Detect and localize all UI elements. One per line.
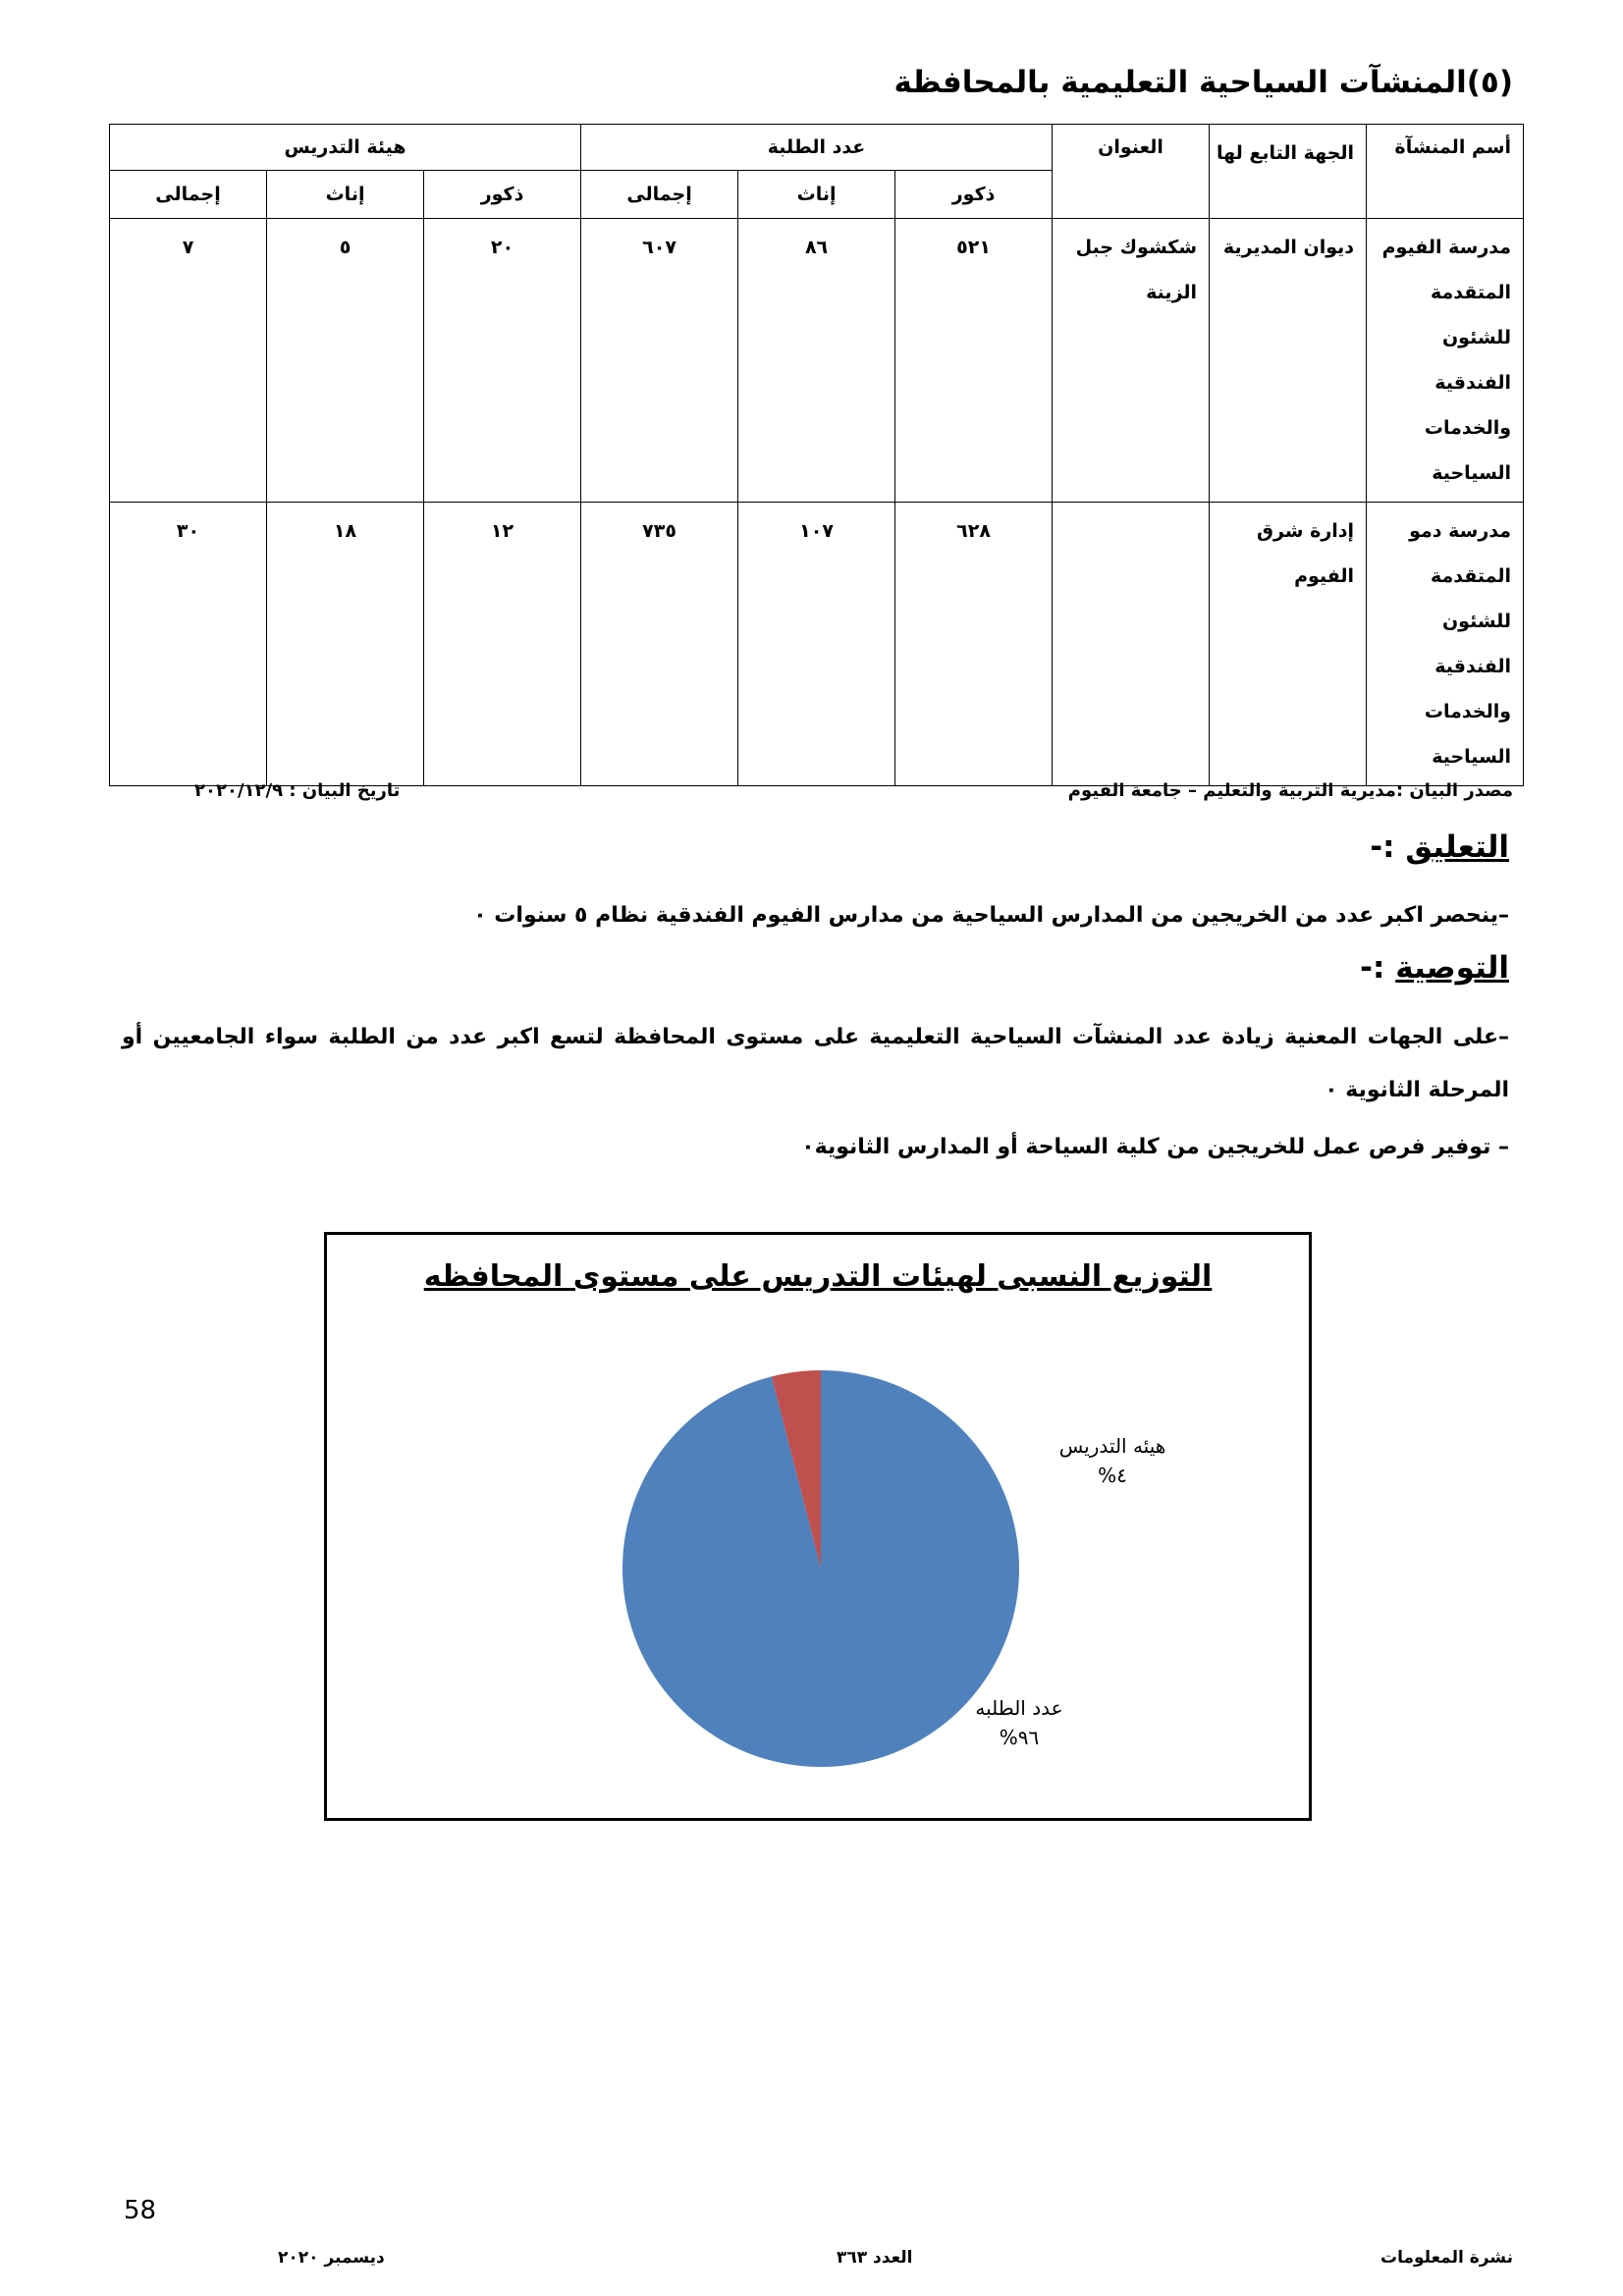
cell-address xyxy=(1053,503,1210,786)
header-students: عدد الطلبة xyxy=(581,125,1053,171)
comment-heading xyxy=(1370,829,1509,865)
subheader-staff-female: إناث xyxy=(267,171,424,219)
footer-issue: العدد ٣٦٣ xyxy=(837,2248,913,2268)
subheader-students-total: إجمالى xyxy=(581,171,738,219)
pie-chart-svg xyxy=(327,1235,1309,1818)
slice-label-staff-name: هيئه التدريس xyxy=(1058,1434,1166,1458)
header-staff: هيئة التدريس xyxy=(110,125,581,171)
slice-label-students-value: ٩٦% xyxy=(999,1726,1040,1749)
facilities-table xyxy=(109,124,1524,786)
footer-date: ديسمبر ٢٠٢٠ xyxy=(278,2248,385,2268)
subheader-students-female: إناث xyxy=(738,171,895,219)
subheader-staff-male: ذكور xyxy=(424,171,581,219)
cell-staff-total: ٣٠ xyxy=(110,503,267,786)
page-number: 58 xyxy=(124,2196,157,2225)
cell-staff-male: ٢٠ xyxy=(424,219,581,503)
comment-heading-suffix: :- xyxy=(1370,829,1406,865)
table-row xyxy=(110,503,1524,786)
recommendation-heading xyxy=(1360,950,1509,986)
cell-students-male: ٥٢١ xyxy=(895,219,1053,503)
subheader-students-male: ذكور xyxy=(895,171,1053,219)
recommendation-heading-suffix: :- xyxy=(1360,950,1396,986)
footer-publication: نشرة المعلومات xyxy=(1380,2248,1513,2268)
slice-label-students xyxy=(955,1693,1083,1752)
header-address: العنوان xyxy=(1053,125,1210,219)
slice-label-staff xyxy=(1044,1431,1181,1490)
subheader-staff-total: إجمالى xyxy=(110,171,267,219)
cell-students-female: ٨٦ xyxy=(738,219,895,503)
table-row xyxy=(110,219,1524,503)
recommendation-item: – توفير فرص عمل للخريجين من كلية السياحة أو المدارس الثانوية٠ xyxy=(801,1135,1509,1159)
cell-name: مدرسة دمو المتقدمة للشئون الفندقية والخدمات السياحية xyxy=(1367,503,1524,786)
cell-affiliation: إدارة شرق الفيوم xyxy=(1210,503,1367,786)
cell-staff-female: ٥ xyxy=(267,219,424,503)
cell-staff-female: ١٨ xyxy=(267,503,424,786)
slice-label-students-name: عدد الطلبه xyxy=(975,1696,1063,1720)
data-date: تاريخ البيان : ٢٠٢٠/١٢/٩ xyxy=(194,780,401,801)
comment-text: –ينحصر اكبر عدد من الخريجين من المدارس السياحية من مدارس الفيوم الفندقية نظام ٥ سنوات ٠ xyxy=(473,903,1509,928)
slice-label-staff-value: ٤% xyxy=(1098,1464,1127,1487)
cell-address: شكشوك جبل الزينة xyxy=(1053,219,1210,503)
chart-title: التوزيع النسبى لهيئات التدريس على مستوى المحافظه xyxy=(423,1259,1213,1294)
cell-students-total: ٦٠٧ xyxy=(581,219,738,503)
header-affiliation: الجهة التابع لها xyxy=(1210,125,1367,219)
comment-heading-label: التعليق xyxy=(1405,829,1509,865)
cell-students-male: ٦٢٨ xyxy=(895,503,1053,786)
cell-students-female: ١٠٧ xyxy=(738,503,895,786)
cell-staff-total: ٧ xyxy=(110,219,267,503)
pie-chart xyxy=(324,1232,1312,1821)
header-name: أسم المنشآة xyxy=(1367,125,1524,219)
recommendation-item: –على الجهات المعنية زيادة عدد المنشآت السياحية التعليمية على مستوى المحافظة لتسع اكبر عدد من الطلبة سواء الجامعيين أو المرحلة الثانوية ٠ xyxy=(122,1025,1509,1102)
cell-name: مدرسة الفيوم المتقدمة للشئون الفندقية والخدمات السياحية xyxy=(1367,219,1524,503)
source-note: مصدر البيان :مديرية التربية والتعليم – جامعة الفيوم xyxy=(1067,780,1513,801)
section-title: (٥)المنشآت السياحية التعليمية بالمحافظة xyxy=(893,65,1513,100)
recommendation-heading-label: التوصية xyxy=(1395,950,1509,986)
cell-staff-male: ١٢ xyxy=(424,503,581,786)
cell-affiliation: ديوان المديرية xyxy=(1210,219,1367,503)
cell-students-total: ٧٣٥ xyxy=(581,503,738,786)
